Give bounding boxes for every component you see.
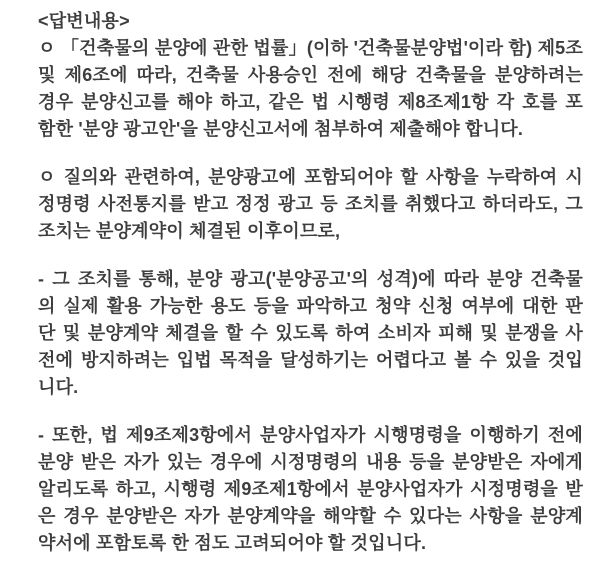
paragraph (38, 422, 583, 557)
paragraph (38, 35, 583, 143)
text-line: 함한 '분양 광고안'을 분양신고서에 첨부하여 제출해야 합니다. (38, 119, 524, 139)
text-line: 전에 방지하려는 입법 목적을 달성하기는 어렵다고 볼 수 있을 것입 (38, 350, 583, 370)
text-line: 경우 분양신고를 해야 하고, 같은 법 시행령 제8조제1항 각 호를 포 (38, 92, 583, 112)
text-line: 조치는 분양계약이 체결된 이후이므로, (38, 221, 341, 241)
paragraph (38, 266, 583, 401)
text-line: 약서에 포함토록 한 점도 고려되어야 할 것입니다. (38, 533, 427, 553)
text-line: ㅇ 「건축물의 분양에 관한 법률」(이하 '건축물분양법'이라 함) 제5조 (38, 38, 583, 58)
text-line: 은 경우 분양받은 자가 분양계약을 해약할 수 있다는 사항을 분양계 (38, 506, 583, 526)
text-line: 분양 받은 자가 있는 경우에 시정명령의 내용 등을 분양받은 자에게 (38, 452, 583, 472)
text-line: ㅇ 질의와 관련하여, 분양광고에 포함되어야 할 사항을 누락하여 시 (38, 167, 583, 187)
text-line: 알리도록 하고, 시행령 제9조제1항에서 분양사업자가 시정명령을 받 (38, 479, 583, 499)
text-line: 및 제6조에 따라, 건축물 사용승인 전에 해당 건축물을 분양하려는 (38, 65, 583, 85)
text-line: 의 실제 활용 가능한 용도 등을 파악하고 청약 신청 여부에 대한 판 (38, 296, 583, 316)
text-line: 니다. (38, 377, 79, 397)
paragraph (38, 164, 583, 245)
text-line: 단 및 분양계약 체결을 할 수 있도록 하여 소비자 피해 및 분쟁을 사 (38, 323, 583, 343)
text-line: 정명령 사전통지를 받고 정정 광고 등 조치를 취했다고 하더라도, 그 (38, 194, 583, 214)
answer-heading: <답변내용> (38, 11, 130, 31)
text-line: - 그 조치를 통해, 분양 광고('분양공고'의 성격)에 따라 분양 건축물 (38, 269, 583, 289)
text-line: - 또한, 법 제9조제3항에서 분양사업자가 시행명령을 이행하기 전에 (38, 425, 583, 445)
